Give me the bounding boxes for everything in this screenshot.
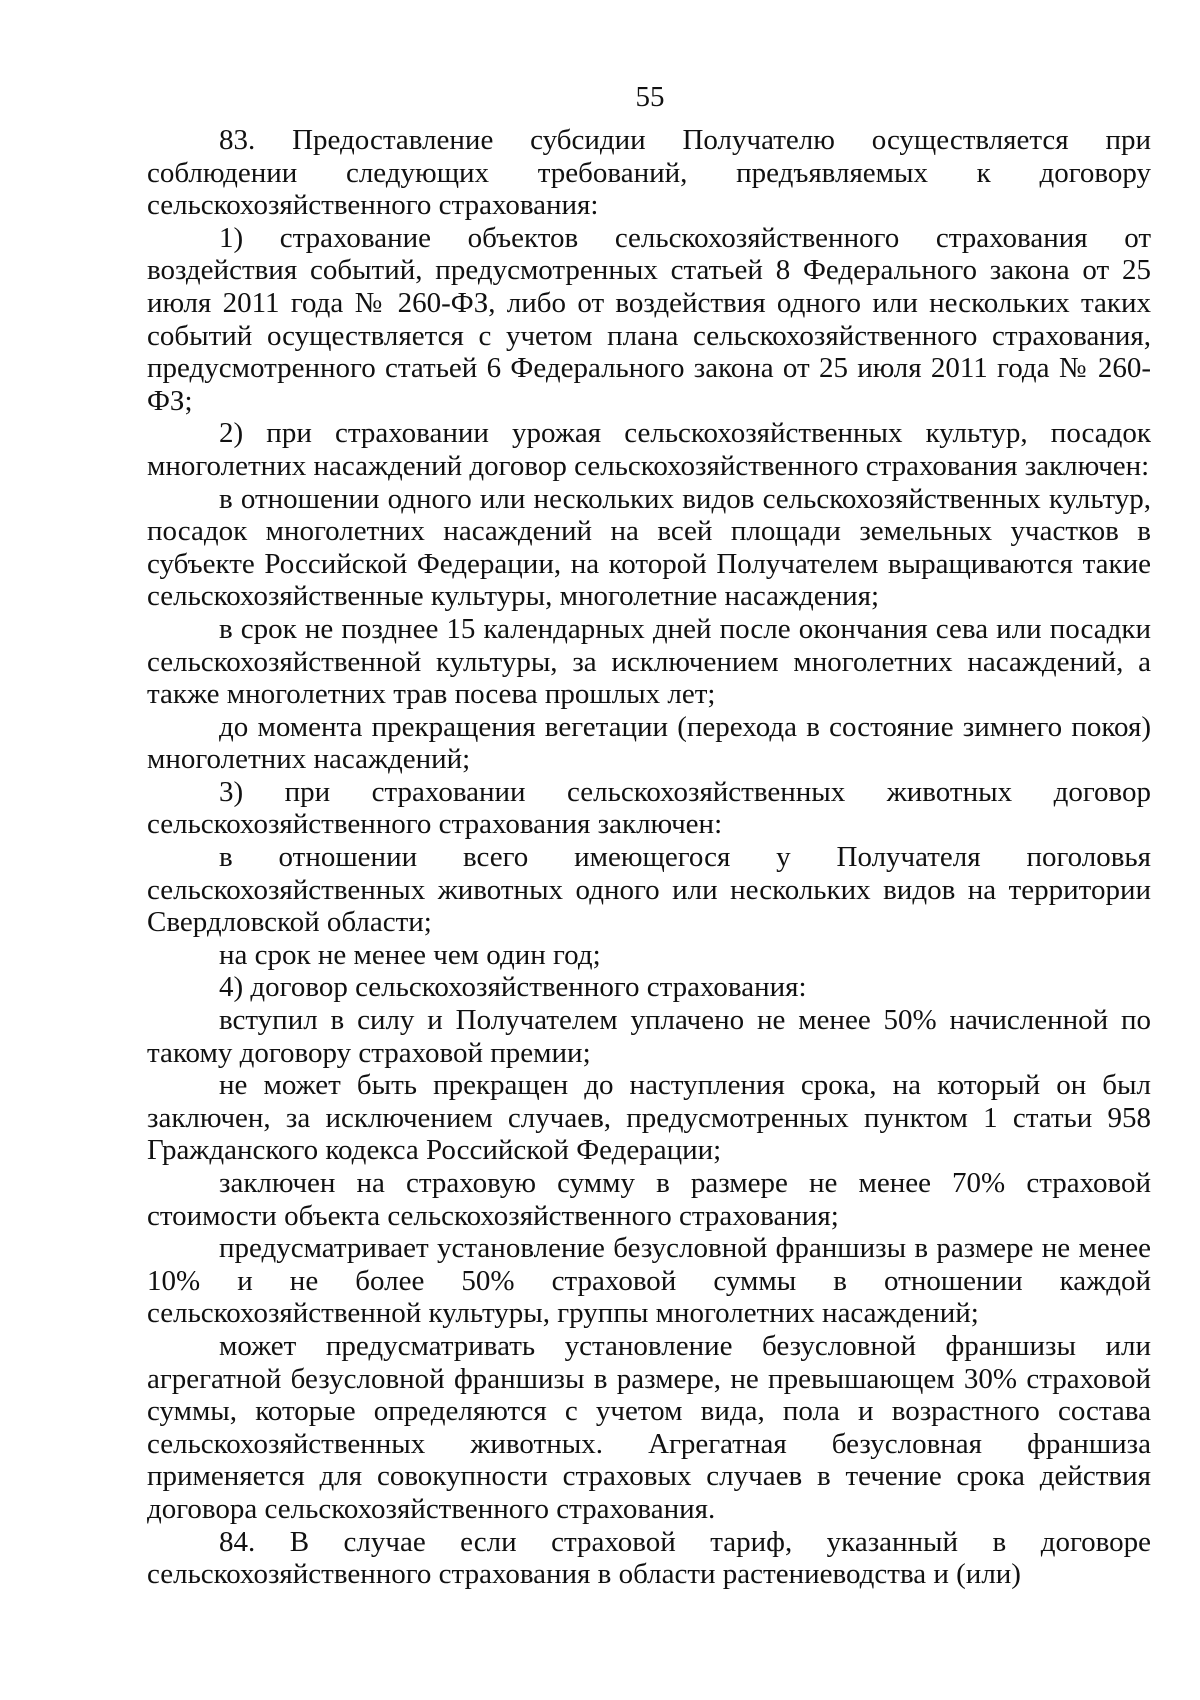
paragraph-83-item-2-clause-1: в отношении одного или нескольких видов сельскохозяйственных культур, посадок многолетних насаждений на всей площади земельных участков в субъекте Российской Федерации, на которой Получателем выращиваются такие сельскохозяйственные культуры, многолетние насаждения; (147, 482, 1151, 613)
page-number: 55 (635, 81, 665, 113)
paragraph-83-item-4-clause-1: вступил в силу и Получателем уплачено не менее 50% начисленной по такому договору страховой премии; (147, 1004, 1151, 1069)
paragraph-83-item-3-clause-2: на срок не менее чем один год; (219, 938, 601, 971)
paragraph-83-item-4-clause-4: предусматривает установление безусловной франшизы в размере не менее 10% и не более 50% страховой суммы в отношении каждой сельскохозяйственной культуры, группы многолетних насаждений; (147, 1232, 1151, 1330)
paragraph-83-item-2: 2) при страховании урожая сельскохозяйственных культур, посадок многолетних насаждений договор сельскохозяйственного страхования заключен: (147, 417, 1151, 482)
document-body (147, 124, 1151, 1591)
paragraph-83-item-2-clause-3: до момента прекращения вегетации (перехода в состояние зимнего покоя) многолетних насаждений; (147, 710, 1151, 776)
paragraph-83-item-1: 1) страхование объектов сельскохозяйственного страхования от воздействия событий, предусмотренных статьей 8 Федерального закона от 25 июля 2011 года № 260-ФЗ, либо от воздействия одного или нескольких таких событий осуществляется с учетом плана сельскохозяйственного страхования, предусмотренного статьей 6 Федерального закона от 25 июля 2011 года № 260-ФЗ; (147, 221, 1151, 417)
paragraph-84: 84. В случае если страховой тариф, указанный в договоре сельскохозяйственного страхования в области растениеводства и (или) (147, 1525, 1151, 1591)
paragraph-83-item-3-clause-1: в отношении всего имеющегося у Получателя поголовья сельскохозяйственных животных одного или нескольких видов на территории Свердловской области; (147, 841, 1151, 939)
paragraph-83-item-4-clause-5: может предусматривать установление безусловной франшизы или агрегатной безусловной франшизы в размере, не превышающем 30% страховой суммы, которые определяются с учетом вида, пола и возрастного состава сельскохозяйственных животных. Агрегатная безусловная франшиза применяется для совокупности страховых случаев в течение срока действия договора сельскохозяйственного страхования. (147, 1329, 1151, 1525)
paragraph-83-item-3: 3) при страховании сельскохозяйственных животных договор сельскохозяйственного страхования заключен: (147, 775, 1151, 841)
paragraph-83-item-4: 4) договор сельскохозяйственного страхования: (219, 971, 807, 1004)
paragraph-83-item-2-clause-2: в срок не позднее 15 календарных дней после окончания сева или посадки сельскохозяйственной культуры, за исключением многолетних насаждений, а также многолетних трав посева прошлых лет; (147, 612, 1151, 711)
paragraph-83: 83. Предоставление субсидии Получателю осуществляется при соблюдении следующих требований, предъявляемых к договору сельскохозяйственного страхования: (147, 124, 1151, 222)
paragraph-83-item-4-clause-3: заключен на страховую сумму в размере не менее 70% страховой стоимости объекта сельскохозяйственного страхования; (147, 1167, 1151, 1232)
paragraph-83-item-4-clause-2: не может быть прекращен до наступления срока, на который он был заключен, за исключением случаев, предусмотренных пунктом 1 статьи 958 Гражданского кодекса Российской Федерации; (147, 1069, 1151, 1167)
